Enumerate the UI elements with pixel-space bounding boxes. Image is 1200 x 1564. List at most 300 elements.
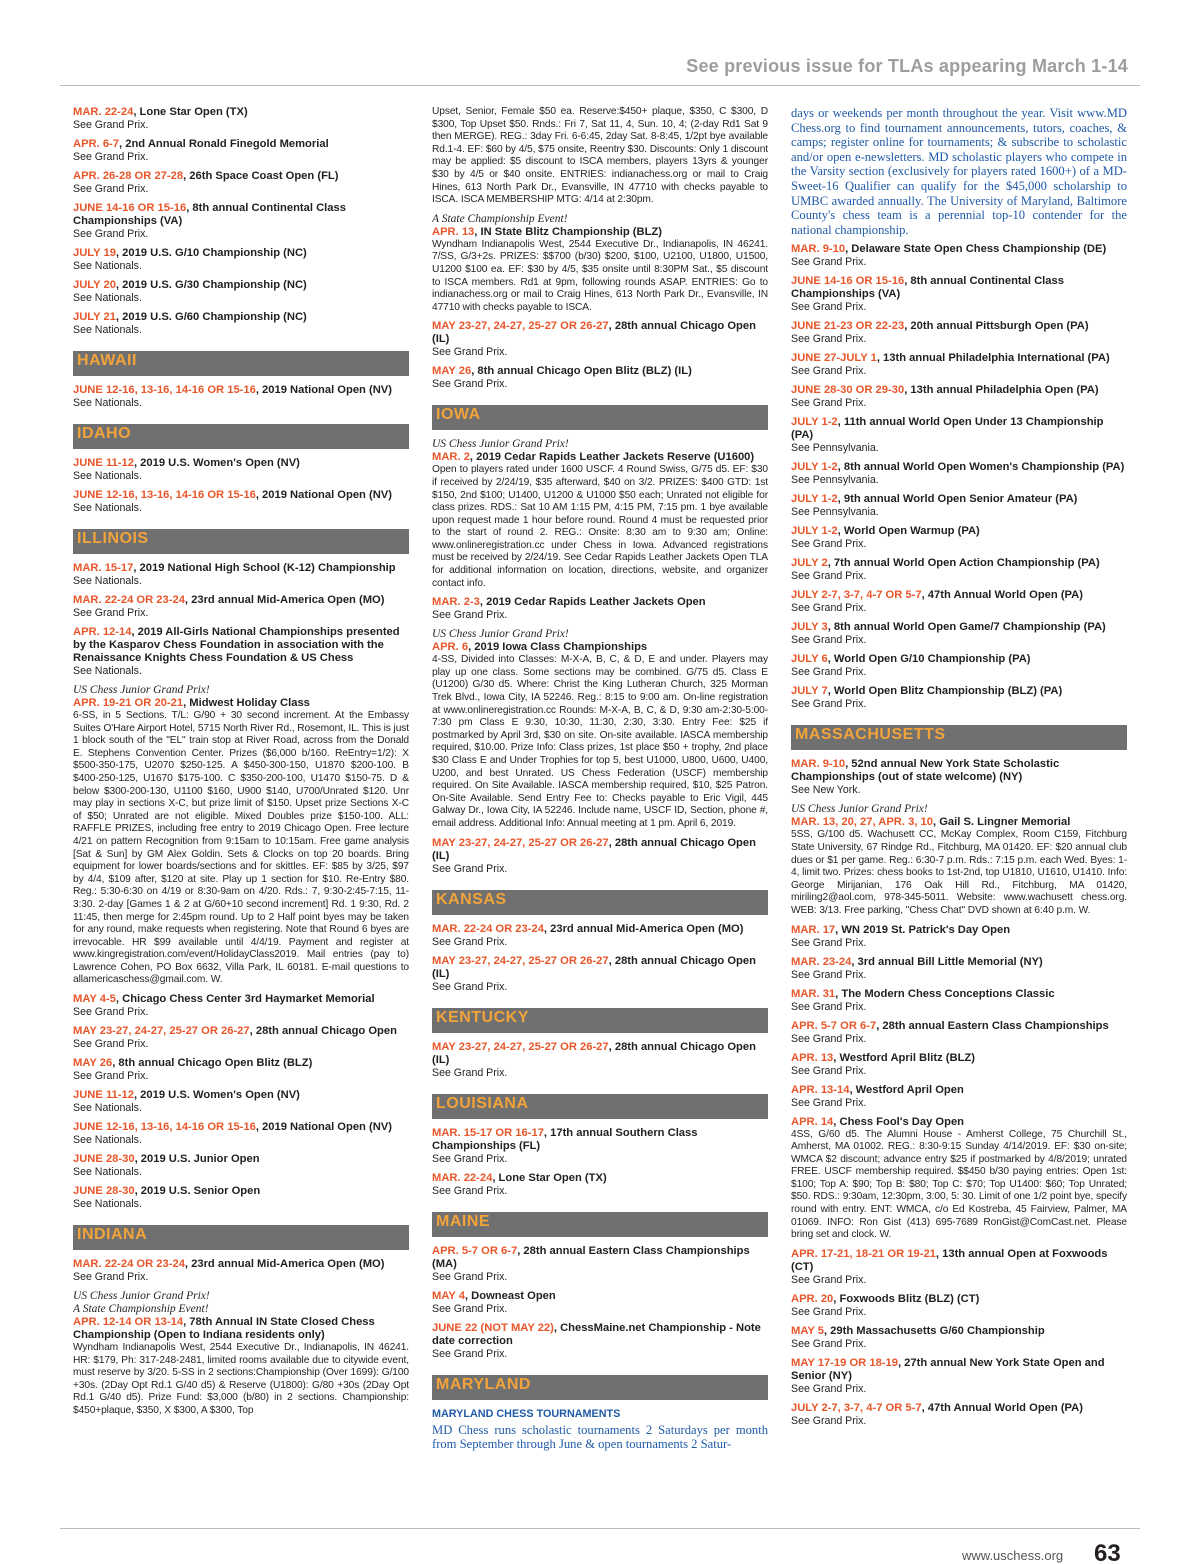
tournament-date: APR. 5-7 OR 6-7 [791,1019,877,1032]
tournament-title [432,923,768,936]
tournament-title [73,170,409,183]
see-reference: See Grand Prix. [791,698,867,711]
see-reference: See Grand Prix. [791,1096,867,1109]
tournament-listing [432,923,768,949]
tournament-listing [432,213,768,315]
see-reference: See Grand Prix. [791,634,867,647]
see-reference: See Nationals. [73,1134,142,1147]
tournament-title [73,626,409,665]
see-reference: See Grand Prix. [73,1271,149,1284]
tournament-date: JUNE 28-30 OR 29-30 [791,384,905,397]
tournament-listing [432,1041,768,1080]
tournament-date: MAR. 22-24 OR 23-24 [73,594,185,606]
tournament-title [791,1402,1127,1415]
tournament-listing [73,562,409,588]
tournament-date: MAR. 15-17 [73,562,134,574]
tournament-date: MAY 23-27, 24-27, 25-27 OR 26-27 [73,1025,250,1038]
tournament-listing [73,1089,409,1115]
tournament-name: , 3rd annual Bill Little Memorial (NY) [851,955,1043,968]
tournament-name: , 2019 Iowa Class Championships [468,641,648,654]
tournament-listing [73,384,409,410]
see-reference: See Grand Prix. [73,228,149,240]
tournament-listing [791,384,1127,410]
tournament-listing [791,685,1127,711]
see-reference: See Grand Prix. [432,862,508,875]
tournament-listing [432,1172,768,1198]
see-reference: See Pennsylvania. [791,506,879,519]
tournament-listing [432,837,768,876]
tournament-date: JULY 2 [791,557,828,570]
see-reference: See Grand Prix. [791,570,867,583]
tournament-listing [432,628,768,830]
tournament-name: , 2nd Annual Ronald Finegold Memorial [119,138,329,150]
tournament-name: , Chicago Chess Center 3rd Haymarket Memorial [115,993,375,1006]
tournament-title [791,1052,1127,1065]
tournament-date: MAR. 22-24 [432,1171,493,1184]
tournament-listing [791,275,1127,314]
tournament-name: , Gail S. Lingner Memorial [932,816,1071,829]
page-number: 63 [1094,1540,1121,1564]
tournament-listing [791,1402,1127,1428]
tournament-title [432,365,768,378]
tournament-name: , 29th Massachusetts G/60 Championship [823,1324,1045,1337]
tournament-date: MAR. 17 [791,923,836,936]
tournament-name: , World Open G/10 Championship (PA) [827,653,1031,666]
tournament-title [73,1258,409,1271]
tournament-listing [791,461,1127,487]
tournament-listing [432,1322,768,1361]
see-reference: See Grand Prix. [791,1273,867,1286]
listing-details: Open to players rated under 1600 USCF. 4 Round Swiss, G/75 d5. EF: $30 if received by 2/24/19, $35 afterward, $40 on 3/2. PRIZES: $400 GTD: 1st $150, 2nd $100; U1400, U1200 & U1000 $50 each; Unrated not eligible for class prizes. RDS.: Sat 10 AM 1:15 PM, 4:15 PM, 7:15 pm. 1 bye available upon request made 1 hour before round. Round 4 must be requested prior to the start of round 2. REG.: Onsite: 8:30 am to 9:30 am; Online: www.onlineregistration.cc under Chess in Iowa. Advanced registrations must be received by 2/24/19. See Cedar Rapids Leather Jackets Open TLA for additional information on location, directions, website, and organizer contact info. [432,464,768,589]
see-reference: See Grand Prix. [432,1184,508,1197]
see-reference: See Grand Prix. [73,607,149,619]
tournament-title [791,685,1127,698]
see-reference: See Nationals. [73,1198,142,1211]
tournament-date: MAY 23-27, 24-27, 25-27 OR 26-27 [432,320,609,333]
tournament-title [73,457,409,470]
tournament-listing [432,1127,768,1166]
see-reference: See Grand Prix. [432,980,508,993]
tournament-listing [73,626,409,678]
tournament-name: , Chess Fool's Day Open [833,1115,965,1128]
tournament-date: JULY 1-2 [791,461,838,474]
tournament-title [791,758,1127,784]
tournament-date: APR. 17-21, 18-21 OR 19-21 [791,1247,936,1260]
tournament-listing [73,247,409,273]
tournament-listing [73,279,409,305]
tournament-name: , Lone Star Open (TX) [133,106,248,118]
see-reference: See Grand Prix. [432,609,508,622]
tournament-listing [73,1290,409,1418]
tournament-date: JUNE 11-12 [73,1089,134,1102]
tournament-date: APR. 20 [791,1292,834,1305]
tournament-date: JUNE 22 (NOT MAY 22) [432,1321,554,1334]
tournament-name: , 2019 U.S. G/60 Championship (NC) [115,311,307,323]
state-heading: KANSAS [432,890,768,915]
tournament-title [73,138,409,151]
tournament-listing [73,1121,409,1147]
tournament-title [73,1316,409,1342]
see-reference: See Grand Prix. [432,935,508,948]
tournament-title [73,202,409,228]
tournament-listing [791,1052,1127,1078]
tournament-name: , 8th annual World Open Game/7 Championship (PA) [827,621,1106,634]
see-reference: See Grand Prix. [791,1064,867,1077]
tournament-name: , 2019 U.S. Senior Open [134,1185,261,1198]
tournament-name: , Lone Star Open (TX) [492,1171,607,1184]
column-2 [432,106,768,1486]
tournament-listing [73,1185,409,1211]
tournament-date: APR. 6-7 [73,138,120,150]
tournament-title [791,1293,1127,1306]
see-reference: See Grand Prix. [432,1066,508,1079]
grand-prix-tagline: US Chess Junior Grand Prix! [73,1290,210,1303]
tournament-listing [791,1020,1127,1046]
see-reference: See Nationals. [73,324,142,336]
tournament-listing [432,596,768,622]
tournament-date: JUNE 12-16, 13-16, 14-16 OR 15-16 [73,1121,256,1134]
tournament-title [73,489,409,502]
tournament-title [432,320,768,346]
listing-continuation [432,106,768,207]
grand-prix-tagline: US Chess Junior Grand Prix! [73,684,210,696]
tournament-name: , 2019 U.S. Junior Open [134,1153,260,1166]
tournament-name: , WN 2019 St. Patrick's Day Open [835,923,1011,936]
tournament-listing [791,1325,1127,1351]
tournament-date: APR. 5-7 OR 6-7 [432,1244,518,1257]
tournament-date: APR. 14 [791,1115,834,1128]
tournament-date: APR. 12-14 [73,626,132,638]
tournament-date: MAR. 9-10 [791,243,846,256]
listing-details: 4SS, G/60 d5. The Alumni House - Amherst College, 75 Churchill St., Amherst, MA 01002. REG.: 8:30-9:15 Sunday 4/14/2019. EF: $30 on-site; WMCA $2 discount; advance entry $25 if postmarked by 4/8/2019; unrated FREE. USCF membership required. $$450 b/30 paying entries: Open 1st: $100; Top A: $90; Top B: $80; Top C: $70; Top U1400: $60; Top Unrated; $50. RDS.: 9:30am, 12:30pm, 3:00, 5: 30. Limit of one 1/2 point bye, specify round with entry. ENT: WMCA, c/o Ed Kostreba, 45 Fairview, Palmer, MA 01069. INFO: Ron Gist (413) 695-7689 RonGist@ComCast.net. Please bring set and clock. W. [791,1128,1127,1241]
tournament-title [791,1357,1127,1383]
tournament-title [73,384,409,397]
see-reference: See Grand Prix. [791,256,867,269]
tournament-listing [73,202,409,241]
tournament-date: APR. 13 [791,1051,834,1064]
see-reference: See Grand Prix. [73,1006,149,1019]
tournament-title [791,384,1127,397]
tournament-date: JULY 19 [73,247,116,259]
tournament-date: JULY 7 [791,685,828,698]
tournament-name: , 8th annual World Open Women's Championship (PA) [837,461,1125,474]
tournament-name: , Midwest Holiday Class [183,697,310,709]
footer-url[interactable]: www.uschess.org [962,1548,1064,1563]
listing-details: Wyndham Indianapolis West, 2544 Executive Dr., Indianapolis, IN 46241. HR: $179, Ph: 317-248-2481, limited rooms available due to citywide event, must reserve by 3/20. 5-SS in 2 sections:Championship (Over 1699): G/100 +30s. (2Day Opt Rd.1 G/40 d5) & Reserve (U1800): G/80 +30s (2Day Opt Rd.1 G/40 d5). Prize Fund: $3,000 (b/80) in 2 sections. Championship: $450+plaque, $350, X $300, A $300, Top [73,1342,409,1417]
tournament-listing [791,416,1127,455]
tournament-listing [432,438,768,590]
tournament-date: MAY 26 [73,1057,113,1070]
tournament-listing [73,138,409,164]
see-reference: See Grand Prix. [73,151,149,163]
tournament-title [432,1041,768,1067]
tournament-name: , 28th annual Chicago Open (IL) [432,320,756,346]
tournament-listing [791,1293,1127,1319]
tournament-date: MAR. 31 [791,987,836,1000]
tournament-listing [791,758,1127,797]
state-heading: LOUISIANA [432,1094,768,1119]
tournament-date: MAR. 23-24 [791,955,852,968]
tournament-name: , 11th annual World Open Under 13 Championship (PA) [791,416,1104,442]
tournament-listing [432,365,768,391]
listing-details: 4-SS, Divided into Classes: M-X-A, B, C, & D, E and under. Players may play up one class. Some sections may be combined. G/75 d5. Class E (U1200) G/30 d5. Where: Christ the King Lutheran Church, 325 Morman Trek Blvd., Iowa City, IA 52246. Reg.: 8:15 to 9:00 am. On-line registration at www.onlineregistration.cc Rounds: M-X-A, B, C, & D, 9:30 am-2:30-5:00-7:30 pm Class E 9:30, 10:30, 11:30, 2:30, 3:30. Entry Fee: $25 if postmarked by April 3rd, $30 on site. On-site available. IASCA membership required, $10.00. Prize Info: Class prizes, 1st place $50 + trophy, 2nd place $30 Class E and Under Trophies for top 5, best U1000, U800, U600, U400, U200, and best Unrated. US Chess Federation (USCF) membership required. On Site Available. IASCA membership required, $10, $25 Patron. On-Site Available. Send Entry Fee to: Checks payable to Eric Vigil, 445 Galway Dr., Iowa City, IA 52246. Include name, USCF ID, Section, phone #, email address. Additional Info: Annual meeting at 1 pm. April 6, 2019. [432,654,768,829]
see-reference: See Grand Prix. [432,1347,508,1360]
tournament-title [432,641,768,654]
tournament-listing [73,311,409,337]
see-reference: See Grand Prix. [791,538,867,551]
tournament-listing [791,352,1127,378]
tournament-name: , 7th annual World Open Action Championship (PA) [827,557,1100,570]
grand-prix-tagline: A State Championship Event! [432,212,568,225]
see-reference: See Grand Prix. [791,602,867,615]
tournament-date: JUNE 11-12 [73,457,134,469]
state-heading: KENTUCKY [432,1008,768,1033]
maryland-info-text: days or weekends per month throughout the year. Visit www.MD Chess.org to find tournament announcements, tutors, coaches, & camps; register online for tournaments; & subscribe to scholastic and/or open e-newsletters. MD scholastic players who compete in the Varsity section (exclusively for players rated 1600+) of a MD-Sweet-16 Qualifier can qualify for the $45,000 scholarship to UMBC awarded annually. The University of Maryland, Baltimore County's chess team is a perennial top-10 contender for the national championship. [791,106,1127,237]
see-reference: See Nationals. [73,260,142,272]
tournament-date: APR. 13-14 [791,1083,850,1096]
tournament-name: , 2019 U.S. G/30 Championship (NC) [115,279,307,291]
see-reference: See Grand Prix. [73,119,149,131]
tournament-date: APR. 13 [432,225,475,238]
tournament-date: MAY 17-19 OR 18-19 [791,1356,898,1369]
tournament-date: MAY 4 [432,1289,465,1302]
tournament-title [791,956,1127,969]
tournament-date: APR. 26-28 OR 27-28 [73,170,184,182]
tournament-name: , World Open Warmup (PA) [837,525,980,538]
tournament-name: , 28th annual Chicago Open (IL) [432,954,756,980]
tournament-title [791,275,1127,301]
tournament-listing [791,924,1127,950]
tournament-name: , 2019 Cedar Rapids Leather Jackets Reserve (U1600) [469,451,755,464]
tournament-date: JUNE 27-JULY 1 [791,352,877,365]
see-reference: See Grand Prix. [791,301,867,314]
tournament-listing [791,621,1127,647]
tournament-date: MAY 4-5 [73,993,116,1006]
see-reference: See Grand Prix. [73,1070,149,1083]
tournament-name: , 20th annual Pittsburgh Open (PA) [904,320,1089,333]
tournament-title [791,1248,1127,1274]
tournament-title [73,1089,409,1102]
see-reference: See Grand Prix. [791,1414,867,1427]
tournament-listing [432,1290,768,1316]
tournament-title [73,697,409,710]
maryland-info-continuation [791,106,1127,237]
tournament-listing [791,557,1127,583]
tournament-name: , 2019 All-Girls National Championships presented by the Kasparov Chess Foundation in association with the Renaissance Knights Chess Foundation & US Chess [73,626,400,664]
see-reference: See Nationals. [73,397,142,409]
tournament-title [432,955,768,981]
tournament-name: , 78th Annual IN State Closed Chess Championship (Open to Indiana residents only) [73,1316,375,1342]
tournament-listing [73,106,409,132]
see-reference: See Pennsylvania. [791,442,879,455]
tournament-name: , 8th annual Continental Class Championships (VA) [791,275,1064,301]
see-reference: See Grand Prix. [791,1032,867,1045]
tournament-date: JUNE 12-16, 13-16, 14-16 OR 15-16 [73,384,256,396]
tournament-date: JUNE 14-16 OR 15-16 [791,275,905,288]
tournament-title [791,525,1127,538]
tournament-listing [73,170,409,196]
see-reference: See Grand Prix. [791,968,867,981]
see-reference: See Nationals. [73,502,142,514]
tournament-title [432,1290,768,1303]
tournament-name: , 52nd annual New York State Scholastic Championships (out of state welcome) (NY) [791,758,1060,784]
state-heading: MAINE [432,1212,768,1237]
see-reference: See Grand Prix. [791,1382,867,1395]
see-reference: See Grand Prix. [432,346,508,359]
see-reference: See Grand Prix. [791,333,867,346]
tournament-title [432,1127,768,1153]
tournament-date: MAR. 2 [432,451,470,464]
tournament-name: , 23rd annual Mid-America Open (MO) [184,594,385,606]
tournament-title [791,621,1127,634]
listing-details: Upset, Senior, Female $50 ea. Reserve:$450+ plaque, $350, C $300, D $300, Top Upset $50. Rnds.: Fri 7, Sat 11, 4, Sun. 10, 4; (2-day Rd1 Sat 9 then MERGE). REG.: 3day Fri. 6-6:45, 2day Sat. 8-8:45, 1/2pt bye available Rd.1-4. EF: $60 by 4/5, $75 onsite, Reentry $30. Discounts: Only 1 discount may be applied: $5 discount to ISCA members, players 13yrs & younger $30 by 4/5 or $40 onsite. ENTRIES: indianachess.org or mail to Craig Hines, 613 North Park Dr., Evansville, IN 47710 with checks payable to ISCA. ISCA MEMBERSHIP MTG: 4/14 at 2:30pm. [432,106,768,206]
tournament-title [73,993,409,1006]
tournament-title [791,243,1127,256]
tournament-name: , 2019 National Open (NV) [255,489,392,501]
tournament-name: , 2019 U.S. Women's Open (NV) [133,457,300,469]
tournament-title [73,106,409,119]
tournament-listing [432,320,768,359]
tournament-date: MAR. 9-10 [791,758,846,771]
tournament-date: MAY 23-27, 24-27, 25-27 OR 26-27 [432,954,609,967]
tournament-name: , IN State Blitz Championship (BLZ) [474,225,662,238]
tournament-date: MAR. 13, 20, 27, APR. 3, 10 [791,816,933,829]
see-reference: See Pennsylvania. [791,474,879,487]
tournament-listing [73,684,409,987]
tournament-listing [791,1084,1127,1110]
tournament-name: , 2019 U.S. Women's Open (NV) [133,1089,300,1102]
tournament-listing [73,594,409,620]
see-reference: See Grand Prix. [791,365,867,378]
see-reference: See Grand Prix. [791,666,867,679]
see-reference: See Nationals. [73,1102,142,1115]
tournament-date: MAR. 22-24 OR 23-24 [432,922,544,935]
see-reference: See Grand Prix. [791,936,867,949]
grand-prix-tagline: US Chess Junior Grand Prix! [432,628,569,641]
tournament-listing [791,589,1127,615]
see-reference: See Nationals. [73,292,142,304]
tournament-name: , World Open Blitz Championship (BLZ) (PA) [827,685,1063,698]
tournament-name: , 8th annual Chicago Open Blitz (BLZ) (IL) [471,365,692,378]
tournament-name: , 23rd annual Mid-America Open (MO) [184,1258,385,1271]
tournament-name: , 2019 Cedar Rapids Leather Jackets Open [479,596,706,609]
tournament-date: MAY 5 [791,1324,824,1337]
see-reference: See Grand Prix. [432,1302,508,1315]
tournament-listing [791,320,1127,346]
tournament-name: , 8th annual Continental Class Championships (VA) [73,202,346,227]
tournament-listing [73,993,409,1019]
state-championship-tagline: A State Championship Event! [73,1303,209,1316]
tournament-title [791,1020,1127,1033]
tournament-title [791,352,1127,365]
tournament-date: JUNE 21-23 OR 22-23 [791,320,905,333]
tournament-name: , 2019 National High School (K-12) Championship [133,562,396,574]
tournament-title [432,226,768,239]
tournament-listing [791,956,1127,982]
see-reference: See Grand Prix. [791,1337,867,1350]
tournament-date: JULY 3 [791,621,828,634]
see-reference: See Nationals. [73,470,142,482]
tournament-listing [73,489,409,515]
tournament-date: JULY 6 [791,653,828,666]
tournament-title [791,416,1127,442]
tournament-title [73,247,409,260]
maryland-info-heading: MARYLAND CHESS TOURNAMENTS [432,1407,621,1420]
listing-details: Wyndham Indianapolis West, 2544 Executive Dr., Indianapolis, IN 46241. 7/SS, G/3+2s. PRIZES: $$700 (b/30) $200, $100, U2100, U1800, U1500, U1200 $100 ea. EF: $30 by 4/5, $35 onsite until 8:30PM Sat., $5 discount to ISCA members. Rd1 at 9pm, following rounds ASAP. ENTRIES: Go to indianachess.org or mail to Craig Hines, 613 North Park Dr., Evansville, IN 47710 with checks payable to ISCA. [432,238,768,313]
tournament-title [791,461,1127,474]
tournament-name: , 2019 National Open (NV) [255,1121,392,1134]
tournament-name: , 2019 National Open (NV) [255,384,392,396]
tournament-name: , 13th annual Open at Foxwoods (CT) [791,1247,1108,1273]
tournament-listing [791,493,1127,519]
tournament-date: MAR. 22-24 [73,106,134,118]
tournament-title [791,589,1127,602]
tournament-name: , 47th Annual World Open (PA) [921,1401,1083,1414]
see-reference: See Grand Prix. [791,397,867,410]
tournament-title [73,279,409,292]
state-heading: INDIANA [73,1225,409,1250]
listing-details: 5SS, G/100 d5. Wachusett CC, McKay Complex, Room C159, Fitchburg State University, 67 Rindge Rd., Fitchburg, MA 01420. EF: $20 annual club dues or $1 per game. Reg.: 6:30-7 p.m. Rds.: 7:15 p.m. each Wed. Byes: 1-4, limit two. Prizes: chess books to 1st-2nd, top U1810, U1610, U1410. Info: George Mirijanian, 176 Oak Hill Rd., Fitchburg, MA 01420, miriling2@aol.com, 978-345-5011. Website: www.wachusett chess.org. WEB: 3/13. Free parking, "Chess Chat" DVD shown at 6:40 p.m. W. [791,829,1127,916]
tournament-title [432,1245,768,1271]
maryland-info-text: MD Chess runs scholastic tournaments 2 Saturdays per month from September through June & open tournaments 2 Satur- [432,1422,768,1452]
tournament-name: , 13th annual Philadelphia International (PA) [876,352,1110,365]
see-reference: See Grand Prix. [73,1038,149,1051]
see-reference: See Grand Prix. [791,1000,867,1013]
tournament-date: MAY 23-27, 24-27, 25-27 OR 26-27 [432,836,609,849]
column-1 [73,106,409,1486]
tournament-title [791,1084,1127,1097]
see-reference: See New York. [791,784,861,797]
tournament-title [432,451,768,464]
maryland-info [432,1408,768,1452]
see-reference: See Nationals. [73,575,142,587]
tournament-listing [791,653,1127,679]
tournament-title [73,562,409,575]
tournament-title [432,1322,768,1348]
tournament-title [791,653,1127,666]
tournament-listing [791,525,1127,551]
listing-details: 6-SS, in 5 Sections. T/L: G/90 + 30 second increment. At the Embassy Suites O'Hare Airport Hotel, 5715 North River Rd., Rosemont, IL. This is just 1 block south of the "EL" train stop at River Road, across from the Donald E. Stephens Convention Center. Prizes ($6,000 b/160. ReEntry=1/2): X $500-350-175, U2070 $250-125. A $450-300-150, U1870 $200-100. B $400-250-125, U1670 $175-100. C $350-200-100, U1470 $150-75. D & below $300-200-130, U1100 $160, U900 $140, U700/Unrated $120. Unr may play in sections X-C, but prize limit of $150. Upset prize Sections X-C of $50; Unrated are not eligible. Mixed Doubles prize $150-100. ALL: RAFFLE PRIZES, including free entry to 2019 Chicago Open. Free lecture 4/21 on pattern Recognition from 9:15am to 10:15am. Free game analysis [Sat & Sun] by GM Alex Goldin. Sets & Clocks on top 20 boards. Bring equipment for lower boards/sections and for skittles. EF: $85 by 3/25, $97 by 4/4, $109 after, $120 at site. Play up 1 section for $10. Re-Entry $80. Reg.: 5:30-6:30 on 4/19 or 8:30-9am on 4/20. Rds.: 7, 9:30-2:45-7:15, 11- 3:30. 2-day [Games 1 & 2 at G/60+10 second increment] Rd. 1 9:30, Rd. 2 11:45, then merge for 2:45pm round. Up to 2 Half point byes may be taken for any round, make requests when registering. Note that Round 6 byes are irrevocable. HR $99 available until 4/4/19. Payment and register at www.kingregistration.com/event/HolidayClass2019. Mail entries (pay to) Lawrence Cohen, PO Box 6632, Villa Park, IL 60181. E-mail questions to allamericaschess@gmail.com. W. [73,710,409,986]
tournament-name: , 47th Annual World Open (PA) [921,589,1083,602]
see-reference: See Grand Prix. [432,378,508,391]
tournament-title [791,320,1127,333]
tournament-listing [791,803,1127,917]
tournament-title [791,988,1127,1001]
tournament-name: , 28th annual Chicago Open (IL) [432,836,756,862]
tournament-date: JULY 2-7, 3-7, 4-7 OR 5-7 [791,589,922,602]
tournament-title [791,1116,1127,1129]
tournament-title [432,837,768,863]
header-bar [60,54,1140,86]
footer-rule [60,1528,1140,1529]
tournament-date: APR. 6 [432,641,469,654]
grand-prix-tagline: US Chess Junior Grand Prix! [432,438,569,451]
tournament-title [73,1121,409,1134]
tournament-date: MAR. 22-24 OR 23-24 [73,1258,185,1271]
tournament-name: , Foxwoods Blitz (BLZ) (CT) [833,1292,980,1305]
tournament-listing [791,1357,1127,1396]
tournament-title [432,596,768,609]
tournament-name: , 28th annual Chicago Open (IL) [432,1040,756,1066]
tournament-name: , 8th annual Chicago Open Blitz (BLZ) [112,1057,313,1070]
state-heading: IOWA [432,405,768,430]
tournament-name: , 26th Space Coast Open (FL) [183,170,339,182]
tournament-title [791,1325,1127,1338]
tournament-name: , 28th annual Eastern Class Championships (MA) [432,1244,750,1270]
tournament-name: , 27th annual New York State Open and Senior (NY) [791,1356,1105,1382]
tournament-date: JUNE 12-16, 13-16, 14-16 OR 15-16 [73,489,256,501]
tournament-date: MAY 23-27, 24-27, 25-27 OR 26-27 [432,1040,609,1053]
